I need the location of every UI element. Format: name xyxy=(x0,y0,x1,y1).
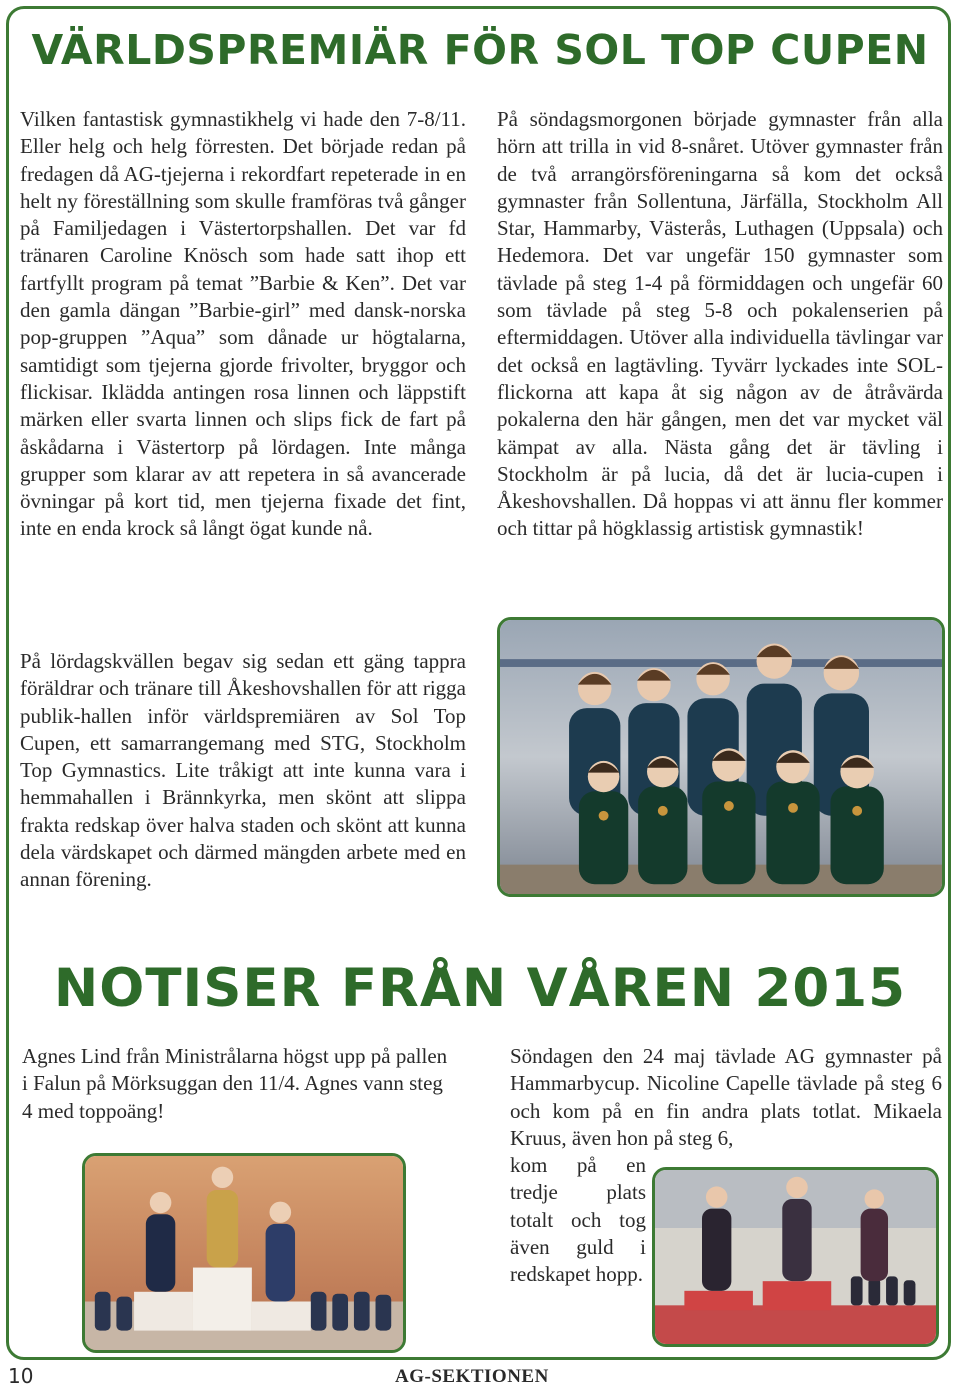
notice-right-wrap: kom på en tredje plats totalt och tog även guld i redskapet hopp. xyxy=(510,1153,646,1287)
headline: VÄRLDSPREMIÄR FÖR SOL TOP CUPEN xyxy=(31,26,929,74)
article-right: På söndagsmorgonen började gymnaster från alla hörn att trilla in vid 8-snåret. Utöver gymnaster från de två arrangörsföreningarna så kom det också gymnaster från Sollentuna, Järfälla, Stockholm All Star, Hammarby, Västerås, Luthagen (Uppsala) och Hedemora. Det var ungefär 150 gymnaster som tävlade på steg 1-4 på förmiddagen och ungefär 60 som tävlade på steg 5-8 och pokalenserien på eftermiddagen. Utöver alla individuella tävlingar var det också en lagtävling. Tyvärr lyckades inte SOL-flickorna att kapa åt sig någon av de åtråvärda pokalerna den här gången, men det var mycket väl kämpat av alla. Nästa gång det är tävling i Stockholm är på lucia, då det är lucia-cupen i Åkeshovshallen. Då hoppas vi att ännu fler kommer och tittar på högklassig artistisk gymnastik! xyxy=(497,107,943,541)
podium-photo-falun xyxy=(82,1153,406,1353)
subheadline: NOTISER FRÅN VÅREN 2015 xyxy=(53,958,907,1019)
article-left-top: Vilken fantastisk gymnastikhelg vi hade den 7-8/11. Eller helg och helg förresten. Det började redan på fredagen då AG-tjejerna i rekordfart repeterade in en helt ny föreställning som skulle framföras två gånger på Familjedagen i Västertorpshallen. Det var fd tränaren Caroline Knösch som hade satt ihop ett fartfyllt program på temat ”Barbie & Ken”. Det var den gamla dängan ”Barbie-girl” med dansk-norska pop-gruppen ”Aqua” som dånade ur högtalarna, samtidigt som tjejerna gjorde frivolter, bryggor och flickisar. Iklädda antingen rosa linnen och läppstift märken eller svarta linnen och slips fick de fart på åskådarna i Västertorp på lördagen. Inte många grupper som klarar av att repetera in så avancerade övningar på kort tid, men tjejerna fixade det fint, inte en enda krock så långt ögat kunde nå. xyxy=(20,107,466,541)
team-photo-image xyxy=(500,620,942,894)
team-photo xyxy=(497,617,945,897)
podium-photo-hammarbycup xyxy=(652,1167,939,1347)
podium-photo-falun-image xyxy=(85,1156,403,1350)
page-number: 10 xyxy=(8,1364,34,1388)
article-left-bottom: På lördagskvällen begav sig sedan ett gäng tappra föräldrar och tränare till Åkeshovshallen för att rigga publik-hallen inför världspremiären av Sol Top Cupen, ett samarrangemang med STG, Stockholm Top Gymnastics. Lite tråkigt att inte kunna vara i hemmahallen i Brännkyrka, men skönt att slippa frakta redskap över halva staden och skönt att kunna dela värdskapet och därmed mängden arbete med en annan förening. xyxy=(20,649,466,892)
notice-right-top: Söndagen den 24 maj tävlade AG gymnaster på Hammarbycup. Nicoline Capelle tävlade på steg 6 och kom på en fin andra plats totlat. Mikaela Kruus, även hon på steg 6, xyxy=(510,1044,942,1150)
podium-photo-hammarbycup-image xyxy=(655,1170,936,1344)
publication-name: AG-SEKTIONEN xyxy=(395,1366,549,1387)
notice-left: Agnes Lind från Ministrålarna högst upp på pallen i Falun på Mörksuggan den 11/4. Agnes vann steg 4 med toppoäng! xyxy=(22,1044,448,1123)
